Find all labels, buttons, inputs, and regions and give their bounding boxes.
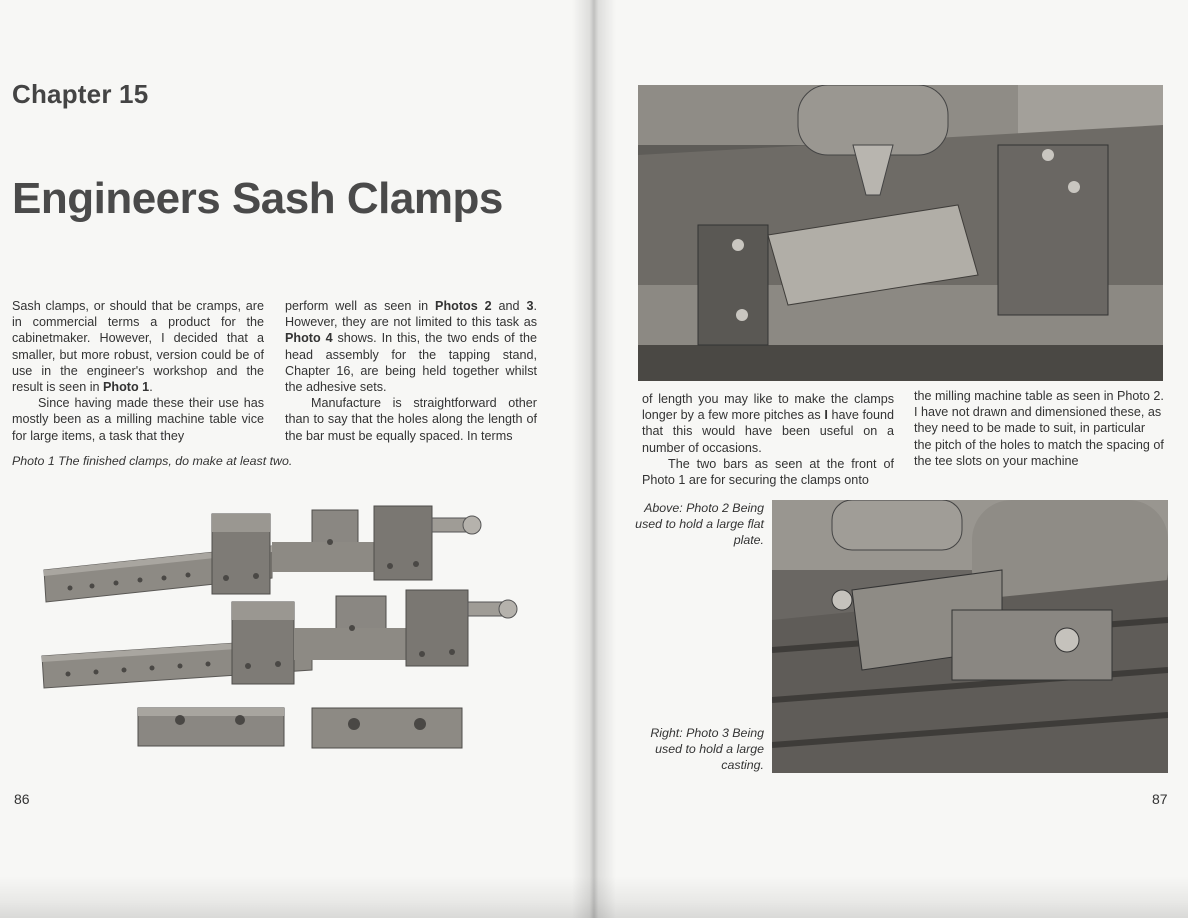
paragraph: the milling machine table as seen in Photo 2. I have not drawn and dimensioned these, as they need to be made to suit, in particular the pitch of the holes to match the spacing of the tee slots on your machine — [914, 389, 1164, 468]
paragraph: Sash clamps, or should that be cramps, are in commercial terms a product for the cabinetmaker. However, I decided that a smaller, but more robust, version could be of use in the engineer's workshop and the result is seen in Photo 1. — [12, 299, 264, 395]
photo-3-large-casting — [772, 500, 1168, 773]
milling-plate-illustration — [638, 85, 1163, 381]
right-text-column-2 — [914, 388, 1166, 469]
paragraph: The two bars as seen at the front of Photo 1 are for securing the clamps onto — [642, 456, 894, 488]
left-text-column-2 — [285, 298, 537, 444]
chapter-title: Engineers Sash Clamps — [12, 174, 503, 223]
clamps-illustration — [12, 478, 552, 778]
milling-casting-illustration — [772, 500, 1168, 773]
photo-2-caption: Above: Photo 2 Being used to hold a large flat plate. — [635, 501, 764, 547]
chapter-label: Chapter 15 — [12, 79, 149, 109]
page-number: 87 — [1152, 791, 1168, 807]
paragraph: of length you may like to make the clamps longer by a few more pitches as I have found that this would have been useful on a number of occasions. — [642, 392, 894, 455]
photo-3-caption: Right: Photo 3 Being used to hold a large casting. — [650, 726, 764, 772]
photo-1-finished-clamps — [12, 478, 552, 778]
right-text-column-1 — [642, 391, 894, 488]
left-text-column-1 — [12, 298, 264, 444]
right-page — [594, 0, 1188, 918]
paragraph: Since having made these their use has mostly been as a milling machine table vice for large items, a task that they — [12, 396, 264, 443]
paragraph: Manufacture is straightforward other than to say that the holes along the length of the bar must be equally spaced. In terms — [285, 396, 537, 443]
page-bottom-shadow — [0, 876, 1188, 918]
photo-2-flat-plate — [638, 85, 1163, 381]
photo-1-caption: Photo 1 The finished clamps, do make at least two. — [12, 454, 293, 468]
page-number: 86 — [14, 791, 30, 807]
paragraph: perform well as seen in Photos 2 and 3. However, they are not limited to this task as Photo 4 shows. In this, the two ends of the head assembly for the tapping stand, Chapter 16, are being held together whilst the adhesive sets. — [285, 299, 537, 395]
book-gutter-shadow — [572, 0, 616, 918]
